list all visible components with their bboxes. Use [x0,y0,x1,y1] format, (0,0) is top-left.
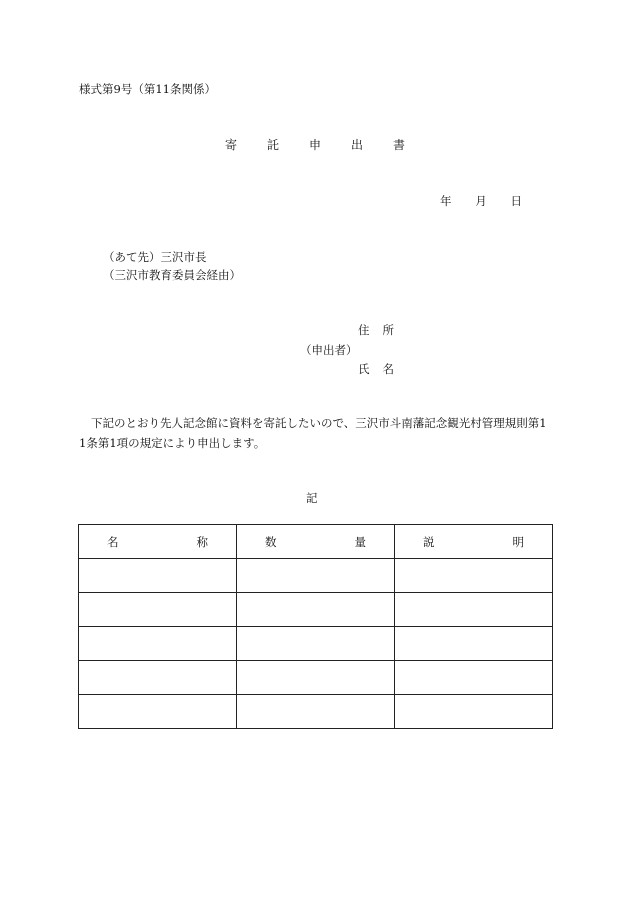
table-cell-quantity[interactable] [237,627,395,661]
header-char: 称 [196,534,208,549]
table-cell-description[interactable] [395,695,553,729]
title-char: 寄 [225,138,238,152]
header-char: 名 [107,534,119,549]
column-header-quantity [237,525,395,559]
title-char: 申 [308,138,321,152]
table-cell-quantity[interactable] [237,593,395,627]
header-char: 明 [512,534,524,549]
table-cell-description[interactable] [395,661,553,695]
table-row [79,627,553,661]
name-label-char: 氏 [358,362,370,376]
title-char: 書 [392,138,405,152]
date-line [440,193,522,209]
table-cell-quantity[interactable] [237,695,395,729]
table-cell-description[interactable] [395,559,553,593]
table-cell-description[interactable] [395,593,553,627]
header-char: 数 [265,534,277,549]
name-label [358,361,394,377]
addressee-via-line: （三沢市教育委員会経由） [103,268,241,282]
name-label-char: 名 [382,362,394,376]
table-row [79,593,553,627]
address-label-char: 所 [382,323,394,337]
title-char: 託 [266,138,279,152]
date-year-label: 年 [440,194,452,208]
ki-label: 記 [306,491,318,505]
column-header-name [79,525,237,559]
title-char: 出 [350,138,363,152]
form-number: 様式第9号（第11条関係） [79,82,216,96]
header-char: 説 [423,534,435,549]
table-cell-name[interactable] [79,593,237,627]
table-cell-quantity[interactable] [237,559,395,593]
table-cell-name[interactable] [79,661,237,695]
table-header-row [79,525,553,559]
table-cell-name[interactable] [79,559,237,593]
addressee-block [103,248,241,284]
document-title [225,136,405,153]
body-paragraph: 下記のとおり先人記念館に資料を寄託したいので、三沢市斗南藩記念観光村管理規則第11条第1項の規定により申出します。 [79,416,547,450]
applicant-block [300,322,400,377]
header-char: 量 [354,534,366,549]
table-row [79,661,553,695]
date-month-label: 月 [475,194,487,208]
column-header-description [395,525,553,559]
applicant-label: （申出者） [300,343,358,357]
addressee-line: （あて先）三沢市長 [103,250,207,264]
item-table [78,524,553,729]
address-label-char: 住 [358,323,370,337]
table-cell-quantity[interactable] [237,661,395,695]
table-cell-name[interactable] [79,695,237,729]
date-day-label: 日 [510,194,522,208]
table-cell-description[interactable] [395,627,553,661]
table-cell-name[interactable] [79,627,237,661]
address-label [358,322,394,338]
table-row [79,695,553,729]
table-row [79,559,553,593]
